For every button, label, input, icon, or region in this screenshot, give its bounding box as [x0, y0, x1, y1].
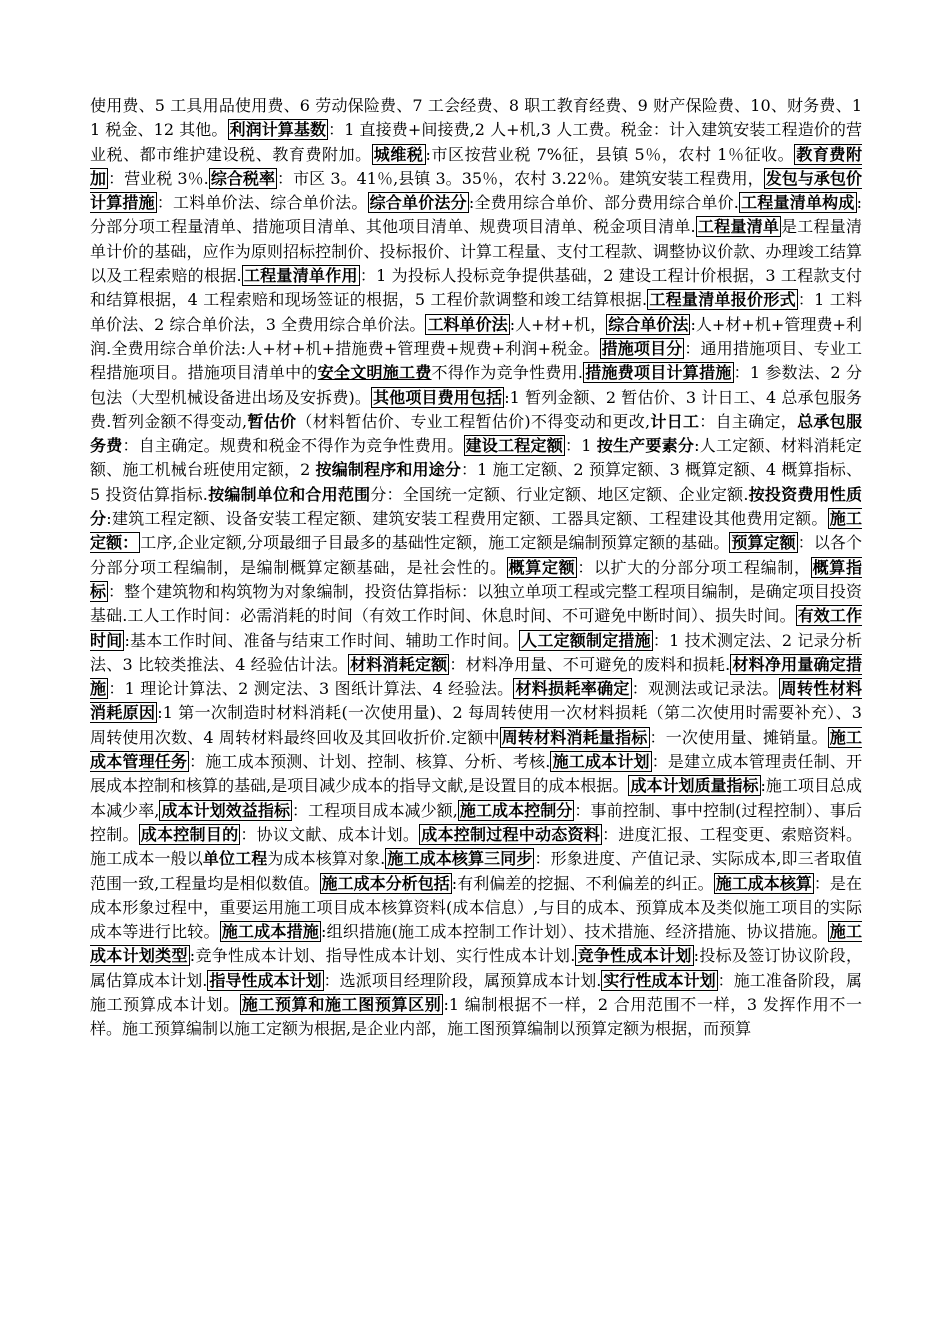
- text-run: :1 第一次制造时材料消耗(一次使用量)、2 每周转使用一次材料损耗（第二次使用时需要补充）、3 周转使用次数、4 周转材料最终回收及其回收折价.定额中: [90, 703, 862, 747]
- text-run: ：1 理论计算法、2 测定法、3 图纸计算法、4 经验法。: [108, 679, 514, 699]
- boxed-term: 措施费项目计算措施: [584, 363, 732, 383]
- boxed-term: 综合税率: [210, 168, 276, 188]
- bold-term: 总承包服务费: [90, 411, 862, 456]
- text-run: 不得作为竞争性费用.: [431, 363, 583, 383]
- boxed-term: 周转材料消耗量指标: [501, 727, 648, 747]
- bold-term: 按编制程序和用途分: [315, 460, 462, 480]
- bold-term: 按投资费用性质分: [90, 484, 862, 529]
- boxed-term: 概算定额: [508, 557, 576, 577]
- boxed-term: 施工成本控制分: [459, 800, 573, 820]
- text-run: :市区按营业税 7%征，县镇 5％，农村 1％征收。: [425, 144, 795, 164]
- text-run: :组织措施(施工成本控制工作计划）、技术措施、经济措施、协议措施。: [321, 922, 828, 942]
- text-run: ：通用措施项目、专业工程措施项目。措施项目清单中的: [90, 338, 862, 383]
- boxed-term: 预算定额: [731, 533, 796, 553]
- boxed-term: 建设工程定额: [465, 436, 563, 456]
- boxed-term: 成本控制过程中动态资料: [421, 824, 601, 844]
- text-run: ：市区 3。41％,县镇 3。35％，农村 3.22％。建筑安装工程费用，: [277, 168, 764, 188]
- text-run: ：施工准备阶段，属施工预算成本计划。: [90, 970, 862, 1014]
- text-run: ：材料净用量、不可避免的废料和损耗.: [449, 654, 731, 674]
- text-run: :施工项目总成本减少率,: [90, 776, 862, 820]
- boxed-term: 工程量清单作用: [243, 266, 358, 286]
- boxed-term: 施工成本核算三同步: [387, 849, 533, 869]
- document-body-text: [90, 94, 862, 1042]
- text-run: :建筑工程定额、设备安装工程定额、建筑安装工程费用定额、工器具定额、工程建设其他费用定额。: [106, 509, 828, 529]
- text-run: :有利偏差的挖掘、不利偏差的纠正。: [451, 873, 714, 893]
- boxed-term: 其他项目费用包括: [373, 387, 503, 407]
- text-run: ：协议文献、成本计划。: [240, 824, 420, 844]
- boxed-term: 利润计算基数: [229, 120, 327, 140]
- text-run: ：1 为投标人投标竞争提供基础，2 建设工程计价根据，3 工程款支付和结算根据，4 工程索赔和现场签证的根据，5 工程价款调整和竣工结算根据.: [90, 266, 862, 310]
- boxed-term: 工程量清单报价形式: [649, 290, 796, 310]
- bold-term: 计日工: [650, 411, 700, 431]
- text-run: ：形象进度、产值记录、实际成本,即三者取值范围一致,工程量均是相似数值。: [90, 849, 862, 893]
- boxed-term: 竞争性成本计划: [577, 946, 692, 966]
- text-run: :竞争性成本计划、指导性成本计划、实行性成本计划.: [189, 946, 576, 966]
- text-run: :1 编制根据不一样，2 合用范围不一样，3 发挥作用不一样。施工预算编制以施工定额为根据,是企业内部，施工图预算编制以预算定额为根据，而预算: [90, 994, 862, 1039]
- underlined-term: 安全文明施工费: [317, 363, 432, 383]
- text-run: :基本工作时间、准备与结束工作时间、辅助工作时间。: [124, 630, 520, 650]
- text-run: ：整个建筑物和构筑物为对象编制，投资估算指标：以独立单项工程或完整工程项目编制，是确定项目投资基础.工人工作时间：必需消耗的时间（有效工作时间、休息时间、不可避免中断时间）、损失时间。: [90, 581, 862, 626]
- bold-term: 按生产要素分: [596, 436, 695, 456]
- text-run: :人+材+机，: [509, 314, 607, 334]
- boxed-term: 施工成本管理任务: [90, 727, 862, 772]
- boxed-term: 成本计划质量指标: [630, 776, 759, 796]
- boxed-term: 成本计划效益指标: [161, 800, 291, 820]
- text-run: ：1 直接费+间接费,2 人+机,3 人工费。税金：计入建筑安装工程造价的营业税、都市维护建设税、教育费附加。: [90, 120, 862, 164]
- text-run: ：1 参数法、2 分包法（大型机械设备进出场及安拆费)。: [90, 363, 862, 407]
- boxed-term: 发包与承包价计算措施: [90, 168, 862, 213]
- text-run: ：是在成本形象过程中，重要运用施工项目成本核算资料(成本信息）,与目的成本、预算成本及类似施工项目的实际成本等进行比较。: [90, 873, 862, 942]
- boxed-term: 概算指标: [90, 557, 862, 601]
- boxed-term: 施工成本核算: [715, 873, 812, 893]
- text-run: :人工定额、材料消耗定额、施工机械台班使用定额，2: [90, 436, 862, 480]
- text-run: ：事前控制、事中控制(过程控制）、事后控制。: [90, 800, 862, 844]
- text-run: ：1: [564, 436, 597, 456]
- boxed-term: 人工定额制定措施: [521, 630, 651, 650]
- boxed-term: 措施项目分: [601, 338, 683, 358]
- text-run: 是工程量清单计价的基础，应作为原则招标控制价、投标报价、计算工程量、支付工程款、调整协议价款、办理竣工结算以及工程索赔的根据.: [90, 217, 862, 286]
- text-run: :1 暂列金额、2 暂估价、3 计日工、4 总承包服务费.暂列金额不得变动,: [90, 387, 862, 431]
- text-run: 分：全国统一定额、行业定额、地区定额、企业定额.: [370, 484, 749, 504]
- boxed-term: 教育费附加: [90, 144, 862, 188]
- boxed-term: 施工成本计划类型: [90, 922, 862, 966]
- boxed-term: 综合单价法: [608, 314, 689, 334]
- text-run: ：观测法或记录法。: [631, 679, 779, 699]
- text-run: ：选派项目经理阶段，属预算成本计划.: [323, 970, 602, 990]
- text-run: 使用费、5 工具用品使用费、6 劳动保险费、7 工会经费、8 职工教育经费、9 财产保险费、10、财务费、11 税金、12 其他。: [90, 96, 862, 140]
- boxed-term: 实行性成本计划: [603, 970, 716, 990]
- boxed-term: 城维税: [373, 144, 424, 164]
- bold-term: 暂估价: [247, 411, 297, 431]
- bold-term: 单位工程: [202, 849, 268, 869]
- boxed-term: 周转性材料消耗原因: [90, 679, 862, 723]
- text-run: :投标及签订协议阶段，属估算成本计划.: [90, 946, 862, 990]
- boxed-term: 材料消耗定额: [350, 654, 448, 674]
- boxed-term: 材料净用量确定措施: [90, 654, 862, 699]
- text-run: ：是建立成本管理责任制、开展成本控制和核算的基础,是项目减少成本的指导文献,是设置目的成本根据。: [90, 752, 862, 796]
- text-run: ：工程项目成本减少额,: [292, 800, 458, 820]
- text-run: ：一次使用量、摊销量。: [649, 727, 828, 747]
- text-run: ：1 工料单价法、2 综合单价法，3 全费用综合单价法。: [90, 290, 862, 334]
- text-run: ：工料单价法、综合单价法。: [156, 193, 368, 213]
- text-run: ：营业税 3％.: [108, 168, 209, 188]
- text-run: ：自主确定，: [699, 411, 798, 431]
- text-run: :分部分项工程量清单、措施项目清单、其他项目清单、规费项目清单、税金项目清单.: [90, 193, 862, 237]
- boxed-term: 施工成本计划: [552, 752, 650, 772]
- boxed-term: 工料单价法: [427, 314, 508, 334]
- text-run: 工序,企业定额,分项最细子目最多的基础性定额，施工定额是编制预算定额的基础。: [140, 533, 730, 553]
- boxed-term: 材料损耗率确定: [515, 679, 630, 699]
- text-run: ：以各个分部分项工程编制，是编制概算定额基础，是社会性的。: [90, 533, 862, 577]
- boxed-term: 成本控制目的: [140, 824, 239, 844]
- text-run: ：1 技术测定法、2 记录分析法、3 比较类推法、4 经验估计法。: [90, 630, 862, 674]
- boxed-term: 施工定额：: [90, 509, 862, 553]
- text-run: ：自主确定。规费和税金不得作为竞争性费用。: [122, 436, 464, 456]
- text-run: :全费用综合单价、部分费用综合单价.: [468, 193, 739, 213]
- bold-term: 按编制单位和合用范围: [207, 484, 371, 504]
- text-run: 为成本核算对象.: [267, 849, 386, 869]
- boxed-term: 施工成本措施: [221, 922, 320, 942]
- text-run: ：以扩大的分部分项工程编制，: [577, 557, 811, 577]
- boxed-term: 工程量清单: [697, 217, 780, 237]
- boxed-term: 施工成本分析包括: [321, 873, 450, 893]
- boxed-term: 施工预算和施工图预算区别: [241, 994, 442, 1014]
- text-run: ：施工成本预测、计划、控制、核算、分析、考核.: [189, 752, 551, 772]
- text-run: （材料暂估价、专业工程暂估价)不得变动和更改,: [296, 411, 651, 431]
- boxed-term: 有效工作时间: [90, 606, 862, 650]
- text-run: :人+材+机+管理费+利润.全费用综合单价法:人+材+机+措施费+管理费+规费+利润+税金。: [90, 314, 862, 358]
- text-run: ：进度汇报、工程变更、索赔资料。施工成本一般以: [90, 824, 862, 869]
- boxed-term: 综合单价法分: [369, 193, 467, 213]
- boxed-term: 工程量清单构成: [740, 193, 855, 213]
- text-run: ：1 施工定额、2 预算定额、3 概算定额、4 概算指标、5 投资估算指标.: [90, 460, 862, 504]
- boxed-term: 指导性成本计划: [209, 970, 322, 990]
